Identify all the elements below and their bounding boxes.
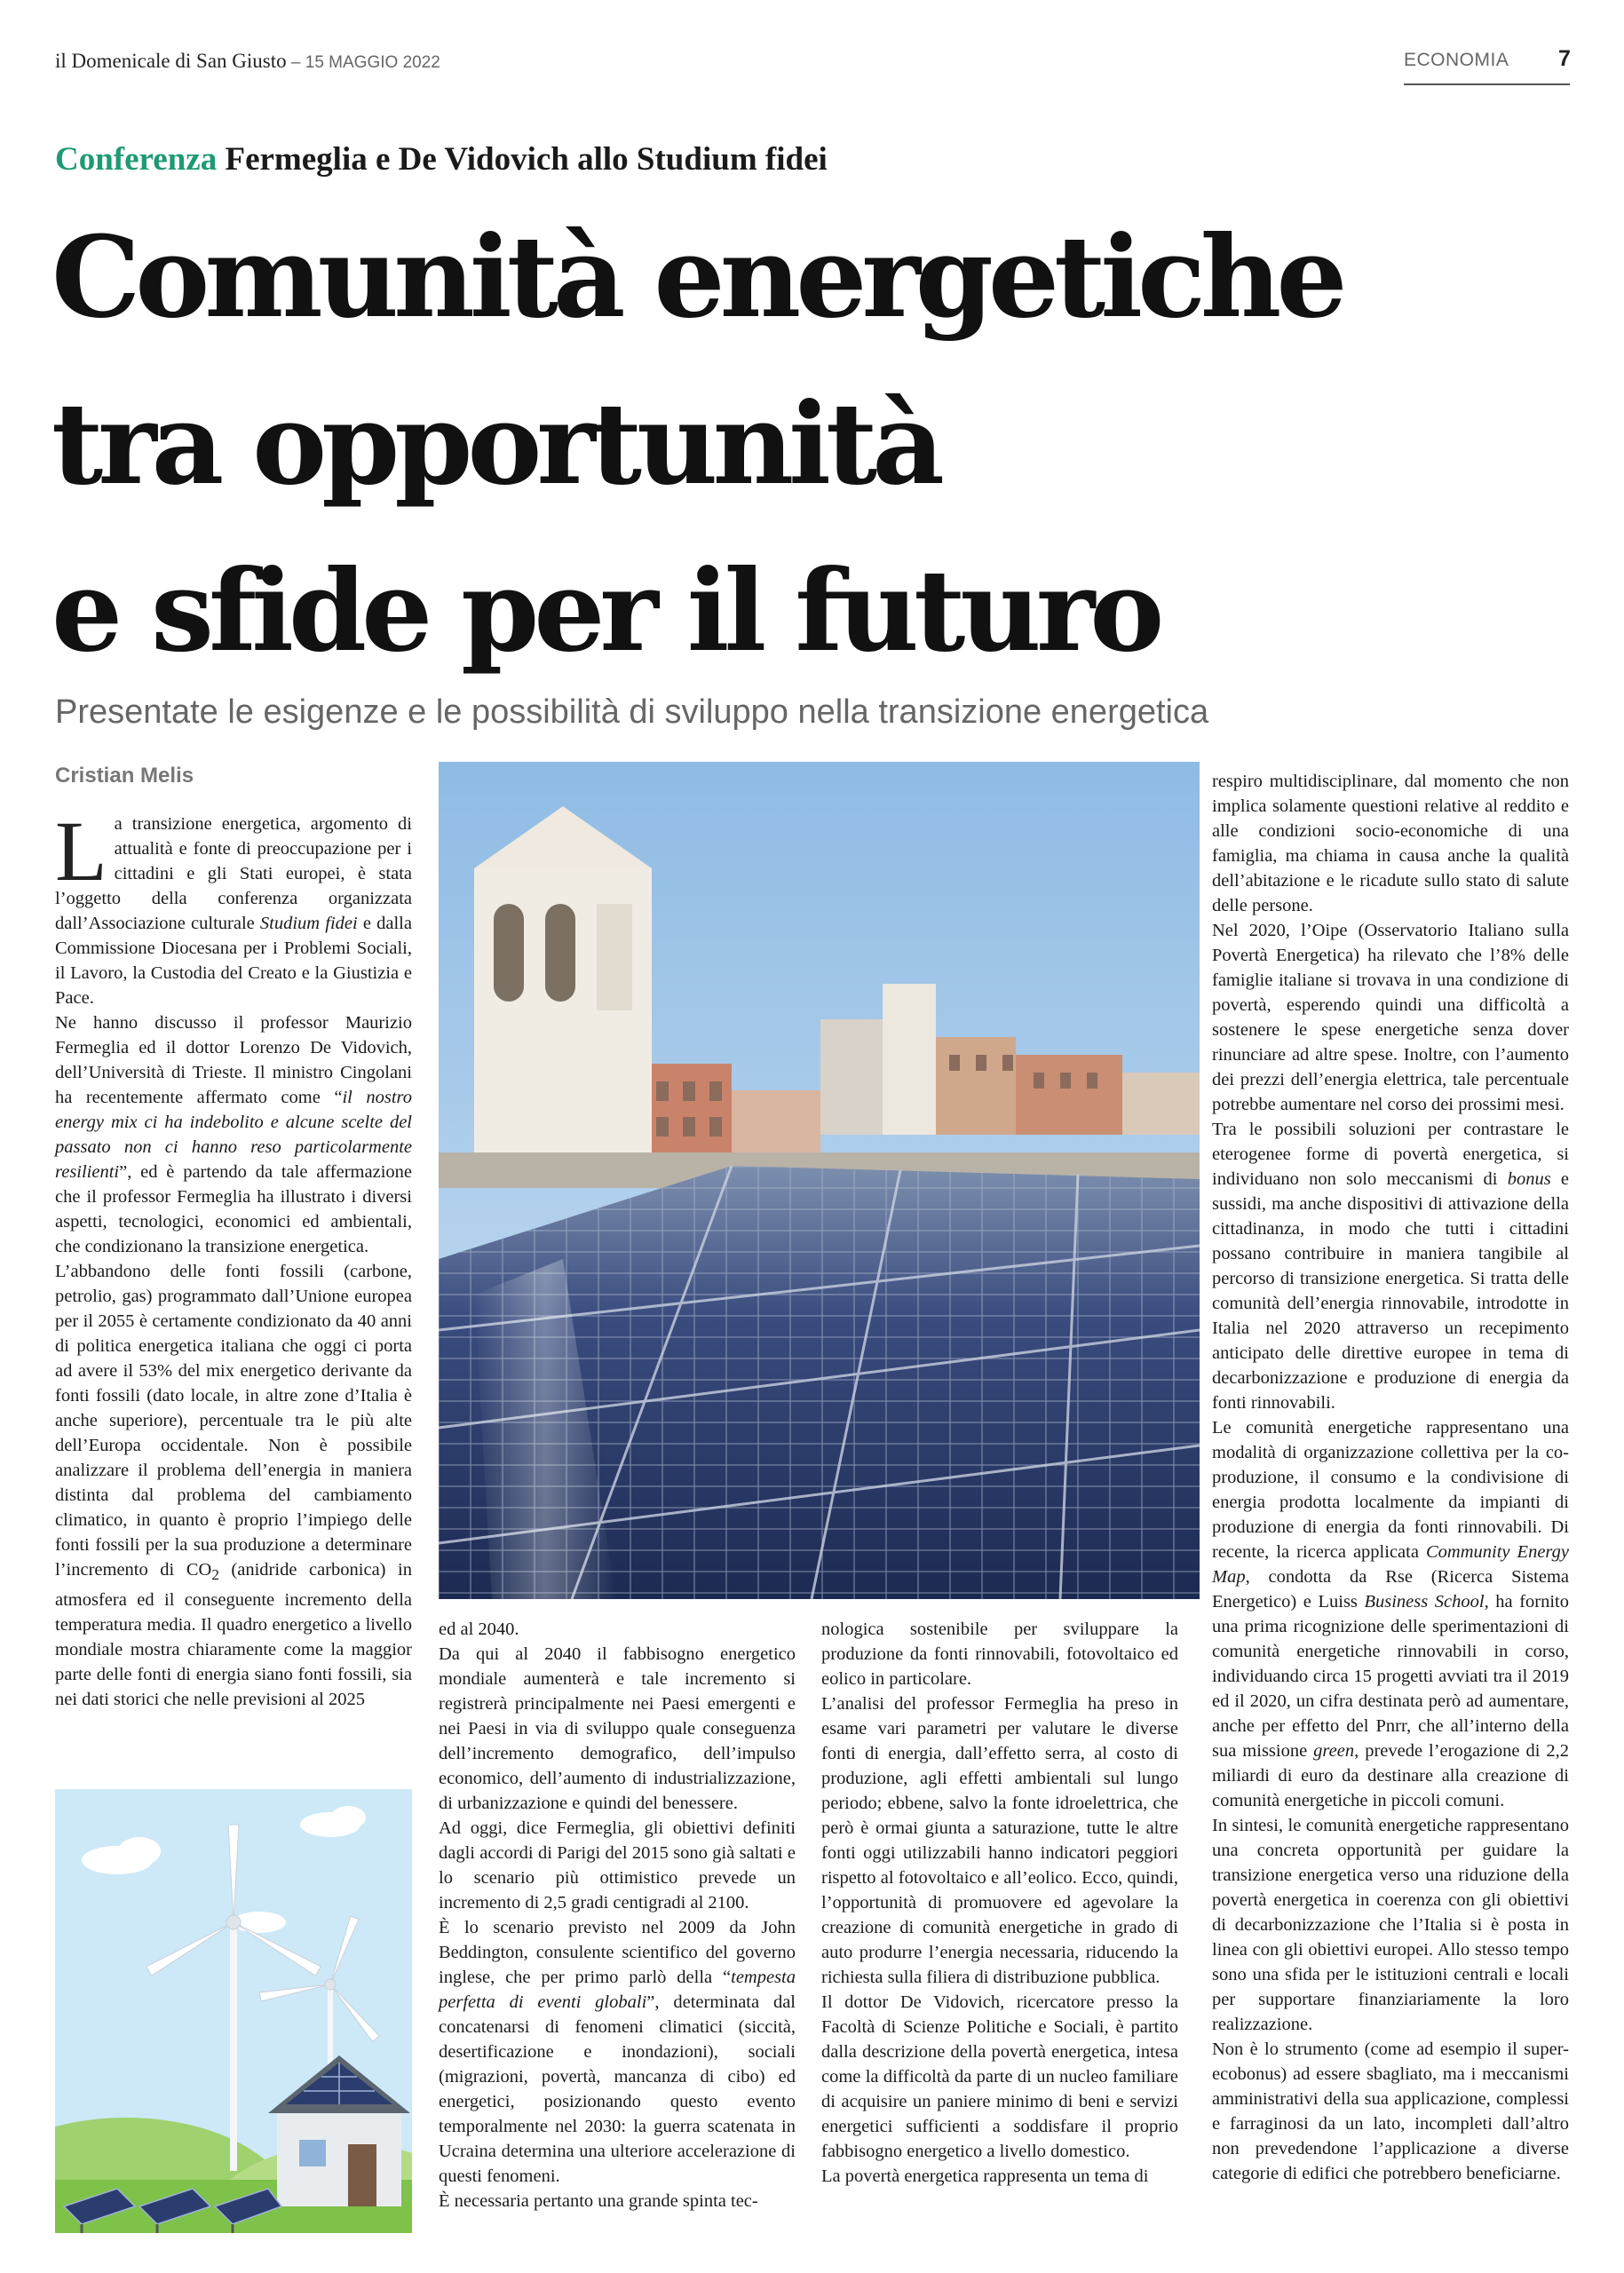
paragraph: In sintesi, le comunità energetiche rappresentano una concreta opportunità per guidare la transizione energetica verso una riduzione della povertà energetica in coerenza con gli obiettivi di decarbonizzazione che l’Italia si è posta in linea con gli obiettivi europei. Allo stesso tempo sono una sfida per le istituzioni centrali e locali per supportare finanziariamente la loro realizzazione. (1212, 1816, 1569, 2034)
emphasis: green (1313, 1741, 1355, 1761)
wind-turbines-solar-house-image (55, 1789, 412, 2233)
paragraph: Ad oggi, dice Fermeglia, gli obiettivi definiti dagli accordi di Parigi del 2015 sono già saltati e lo scenario più ottimistico prevede un incremento di 2,5 gradi centigradi al 2100. (439, 1818, 796, 1913)
text-run: a transizione energetica, argomento di attualità e fonte di preoccupazione per i cittadini e gli Stati europei, è stata l’oggetto della conferenza organizzata dall’Associazione culturale (55, 814, 412, 933)
solar-panels-rooftop-image (439, 762, 1200, 1599)
paragraph: È necessaria pertanto una grande spinta tec- (439, 2191, 758, 2211)
text-run: , prevede l’erogazione di 2,2 miliardi di euro da destinare alla creazione di comunità energetiche in piccoli comuni. (1212, 1741, 1569, 1810)
emphasis: bonus (1507, 1169, 1551, 1189)
paragraph: Non è lo strumento (come ad esempio il super-ecobonus) ad essere sbagliato, ma i meccanismi amministrativi della sua applicazione, complessi e farraginosi da un lato, incompleti dall’altro non prevedendone l’applicazione a diverse categorie di edifici che potrebbero beneficiarne. (1212, 2039, 1569, 2183)
paragraph (55, 804, 412, 1010)
article-column-2 (439, 1617, 796, 2214)
paragraph (1212, 1415, 1569, 1813)
text-run: , ha fornito una prima ricognizione delle sperimentazioni di comunità energetiche rinnovabili in corso, individuando circa 15 progetti avviati tra il 2019 ed il 2020, un cifra destinata però ad aumentare, anche per effetto del Pnrr, che all’interno della sua missione (1212, 1592, 1569, 1761)
renewable-energy-illustration (55, 1789, 412, 2233)
paragraph (55, 1259, 412, 1712)
text-run: , condotta da Rse (Ricerca Sistema Energetico) e Luiss (1212, 1567, 1569, 1612)
kicker-label: Conferenza (55, 141, 218, 178)
paragraph: La povertà energetica rappresenta un tema di (821, 2166, 1149, 2186)
kicker-text: Fermeglia e De Vidovich allo Studium fidei (217, 141, 828, 178)
emphasis: Business School (1364, 1592, 1485, 1612)
headline (51, 194, 1561, 694)
drop-cap: L (55, 804, 107, 899)
article-column-1 (55, 804, 413, 1712)
text-run: L’abbandono delle fonti fossili (carbone, petrolio, gas) programmato dall’Unione europea per il 2055 è certamente condizionato da 40 anni di politica energetica italiana che oggi ci porta ad avere il 53% del mix energetico derivante da fonti fossili (dato locale, in altre zone d’Italia è anche superiore), percentuale tra le più alte dell’Europa occidentale. Non è possibile analizzare il problema dell’energia in maniera distinta dal problema del cambiamento climatico, in quanto è proprio l’impiego delle fonti fossili per la sua produzione a determinare l’incremento di CO (55, 1262, 412, 1580)
subheadline: Presentate le esigenze e le possibilità di sviluppo nella transizione energetica (55, 693, 1209, 731)
text-run: Le comunità energetiche rappresentano una modalità di organizzazione collettiva per la co-produzione, il consumo e la condivisione di energia prodotta localmente da impianti di produzione di energia da fonti rinnovabili. Di recente, la ricerca applicata (1212, 1418, 1569, 1562)
paragraph (1212, 1117, 1569, 1415)
text-run: e dalla Commissione Diocesana per i Problemi Sociali, il Lavoro, la Custodia del Creato e la Giustizia e Pace. (55, 914, 412, 1008)
text-run: Ne hanno discusso il professor Maurizio Fermeglia ed il dottor Lorenzo De Vidovich, dell’Università di Trieste. Il ministro Cingolani ha recentemente affermato come “ (55, 1013, 412, 1107)
running-header (55, 50, 440, 73)
page-number: 7 (1558, 46, 1571, 71)
headline-line-2: tra opportunità (51, 378, 939, 510)
text-run: ”, ed è partendo da tale affermazione che il professor Fermeglia ha illustrato i diversi aspetti, tecnologici, economici ed ambientali, che condizionano la transizione energetica. (55, 1162, 412, 1256)
article-column-3 (821, 1617, 1178, 2189)
paragraph (439, 1915, 796, 2189)
paragraph: Da qui al 2040 il fabbisogno energetico mondiale aumenterà e tale incremento si registrerà principalmente nei Paesi emergenti e nei Paesi in via di sviluppo quale conseguenza dell’incremento demografico, dell’impulso economico, dell’aumento di industrializzazione, di urbanizzazione e quindi del benessere. (439, 1644, 796, 1813)
text-run: (anidride carbonica) in atmosfera ed il conseguente incremento della temperatura media. Il quadro energetico a livello mondiale mostra chiaramente come la maggior parte delle fonti di energia siano fonti fossili, sia nei dati storici che nelle previsioni al 2025 (55, 1560, 413, 1710)
paragraph: ed al 2040. (439, 1620, 519, 1639)
headline-line-3: e sfide per il futuro (51, 545, 1160, 677)
subscript: 2 (211, 1566, 219, 1584)
emphasis: Community Energy Map (1212, 1542, 1569, 1587)
paragraph: respiro multidisciplinare, dal momento che non implica solamente questioni relative al reddito e alle condizioni socio-economiche di una famiglia, ma chiama in causa anche la qualità dell’abitazione e le ricadute sullo stato di salute delle persone. (1212, 772, 1569, 915)
article-column-4 (1212, 769, 1569, 2186)
section-rule (1404, 83, 1570, 85)
emphasis: il nostro energy mix ci ha indebolito e alcune scelte del passato non ci hanno reso particolarmente resilienti (55, 1088, 412, 1182)
paragraph: nologica sostenibile per sviluppare la produzione da fonti rinnovabili, fotovoltaico ed eolico in particolare. (821, 1620, 1178, 1689)
byline: Cristian Melis (55, 764, 194, 788)
issue-date: – 15 MAGGIO 2022 (286, 53, 440, 72)
text-run: ”, determinata dal concatenarsi di fenomeni climatici (siccità, desertificazione e inondazioni), sociali (migrazioni, povertà, mancanza di cibo) ed energetici, posizionando questo evento temporalmente nel 2030: la guerra scatenata in Ucraina determina una ulteriore accelerazione di questi fenomeni. (439, 1992, 796, 2186)
text-run: È lo scenario previsto nel 2009 da John Beddington, consulente scientifico del governo inglese, che per primo parlò della “ (439, 1918, 796, 1987)
paragraph (55, 1010, 412, 1259)
headline-line-1: Comunità energetiche (51, 211, 1343, 343)
text-run: e sussidi, ma anche dispositivi di attivazione della cittadinanza, in modo che tutti i cittadini possano contribuire in maniera tangibile al percorso di transizione energetica. Si tratta delle comunità dell’energia rinnovabile, introdotte in Italia nel 2020 attraverso un recepimento anticipato delle direttive europee in tema di decarbonizzazione e produzione di energia da fonti rinnovabili. (1212, 1169, 1569, 1413)
solar-panels-photo (439, 762, 1200, 1599)
text-run: Tra le possibili soluzioni per contrastare le eterogenee forme di povertà energetica, si individuano non solo meccanismi di (1212, 1120, 1569, 1189)
section-label: ECONOMIA (1404, 50, 1509, 70)
kicker (55, 140, 828, 178)
publication-name: il Domenicale di San Giusto (55, 50, 287, 72)
paragraph: L’analisi del professor Fermeglia ha preso in esame vari parametri per valutare le diverse fonti di energia, dall’effetto serra, al costo di produzione, agli effetti ambientali sul lungo periodo; ebbene, salvo la fonte idroelettrica, che però è ormai giunta a saturazione, tutte le altre fonti oggi utilizzabili hanno indicatori peggiori rispetto al fotovoltaico e all’eolico. Ecco, quindi, l’opportunità di promuovere ed agevolare la creazione di comunità energetiche in grado di auto produrre l’energia necessaria, riducendo la richiesta sulla filiera di distribuzione pubblica. (821, 1694, 1178, 1987)
emphasis: tempesta perfetta di eventi globali (439, 1968, 796, 2012)
emphasis: Studium fidei (259, 914, 358, 933)
paragraph: Nel 2020, l’Oipe (Osservatorio Italiano sulla Povertà Energetica) ha rilevato che l’8% delle famiglie italiane si trovava in una condizione di povertà, esperendo quindi una difficoltà a sostenere le spese energetiche senza dover rinunciare ad altre spese. Inoltre, con l’aumento dei prezzi dell’energia elettrica, tale percentuale potrebbe aumentare nel corso dei prossimi mesi. (1212, 921, 1569, 1114)
paragraph: Il dottor De Vidovich, ricercatore presso la Facoltà di Scienze Politiche e Sociali, è partito dalla descrizione della povertà energetica, intesa come la difficoltà da parte di un nucleo familiare di acquisire un paniere minimo di beni e servizi energetici sufficienti a soddisfare il proprio fabbisogno energetico a livello domestico. (821, 1992, 1178, 2161)
